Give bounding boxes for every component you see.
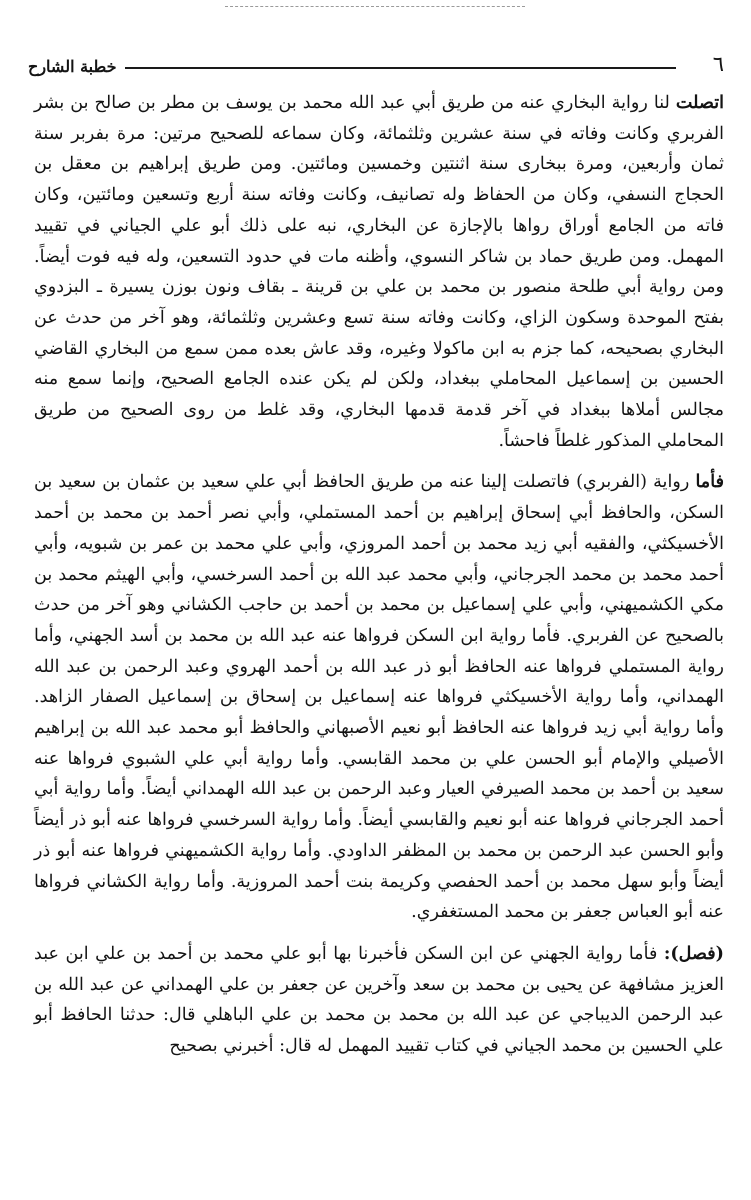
paragraph-transmission xyxy=(34,88,724,456)
paragraph-fasl xyxy=(34,939,724,1062)
header-rule xyxy=(125,67,676,69)
page-number: ٦ xyxy=(712,52,724,76)
body-text xyxy=(34,88,724,1062)
paragraph-text: لنا رواية البخاري عنه من طريق أبي عبد الله محمد بن يوسف بن مطر بن صالح بن بشر الفربري وكانت وفاته في سنة عشرين وثلثمائة، وكان سماعه للصحيح مرتين: مرة بفربر سنة ثمان وأربعين، ومرة ببخارى سنة اثنتين وخمسين ومائتين. ومن طريق إبراهيم بن معقل بن الحجاج النسفي، وكان من الحفاظ وله تصانيف، وكانت وفاته سنة أربع وتسعين ومائتين، وكان فاته من الجامع أوراق رواها بالإجازة عن البخاري، نبه على ذلك أبو علي الجياني في تقييد المهمل. ومن طريق حماد بن شاكر النسوي، وأظنه مات في حدود التسعين، وله فيه فوت أيضاً. ومن رواية أبي طلحة منصور بن محمد بن علي بن قرينة ـ بقاف ونون بوزن يسيرة ـ البزدوي بفتح الموحدة وسكون الزاي، وكانت وفاته سنة تسع وعشرين وثلثمائة، وهو آخر من حدث عن البخاري بصحيحه، كما جزم به ابن ماكولا وغيره، وقد عاش بعده ممن سمع من البخاري القاضي الحسين بن إسماعيل المحاملي ببغداد، ولكن لم يكن عنده الجامع الصحيح، وإنما سمع منه مجالس أملاها ببغداد في آخر قدمة قدمها البخاري، وقد غلط من روى الصحيح من طريق المحاملي المذكور غلطاً فاحشاً. xyxy=(34,93,724,451)
paragraph-lead: فأما xyxy=(695,471,724,493)
paragraph-lead: (فصل): xyxy=(663,942,724,964)
running-title: خطبة الشارح xyxy=(28,57,117,76)
paragraph-text: رواية (الفربري) فاتصلت إلينا عنه من طريق الحافظ أبي علي سعيد بن عثمان بن سعيد بن السكن، والحافظ أبي إسحاق إبراهيم بن أحمد المستملي، وأبي نصر أحمد بن محمد بن أحمد الأخسيكثي، والفقيه أبي زيد محمد بن أحمد المروزي، وأبي علي محمد بن عمر بن شبويه، وأبي أحمد محمد بن محمد الجرجاني، وأبي محمد عبد الله بن أحمد السرخسي، وأبي الهيثم محمد بن مكي الكشميهني، وأبي علي إسماعيل بن محمد بن أحمد بن حاجب الكشاني وهو آخر من حدث بالصحيح عن الفربري. فأما رواية ابن السكن فرواها عنه عبد الله بن محمد بن أسد الجهني، وأما رواية المستملي فرواها عنه الحافظ أبو ذر عبد الله بن أحمد الهروي وعبد الرحمن بن عبد الله الهمداني، وأما رواية الأخسيكثي فرواها عنه إسماعيل بن إسحاق بن إسماعيل الصفار الزاهد. وأما رواية أبي زيد فرواها عنه الحافظ أبو نعيم الأصبهاني والحافظ أبو محمد عبد الله بن إبراهيم الأصيلي والإمام أبو الحسن علي بن محمد القابسي. وأما رواية أبي علي الشبوي فرواها عنه سعيد بن أحمد بن محمد الصيرفي العيار وعبد الرحمن بن عبد الله الهمداني أيضاً. وأما رواية أبي أحمد الجرجاني فرواها عنه أبو نعيم والقابسي أيضاً. وأما رواية السرخسي فرواها عنه أبو ذر أيضاً وأبو الحسن عبد الرحمن بن محمد بن المظفر الداودي. وأما رواية الكشميهني فرواها عنه أبو ذر أيضاً وأبو سهل محمد بن أحمد الحفصي وكريمة بنت أحمد المروزية. وأما رواية الكشاني فرواها عنه أبو العباس جعفر بن محمد المستغفري. xyxy=(34,472,724,923)
top-scan-rule xyxy=(225,6,525,7)
paragraph-firabri xyxy=(34,467,724,928)
paragraph-lead: اتصلت xyxy=(675,92,724,113)
page-header xyxy=(28,46,730,76)
paragraph-text: فأما رواية الجهني عن ابن السكن فأخبرنا بها أبو علي محمد بن أحمد بن علي ابن عبد العزيز مشافهة عن يحيى بن محمد بن سعد وآخرين عن جعفر بن علي الهمداني عن عبد الله بن عبد الرحمن الديباجي عن عبد الله بن محمد بن محمد بن علي الباهلي قال: حدثنا الحافظ أبو علي الحسين بن محمد الجياني في كتاب تقييد المهمل له قال: أخبرني بصحيح xyxy=(34,943,724,1057)
